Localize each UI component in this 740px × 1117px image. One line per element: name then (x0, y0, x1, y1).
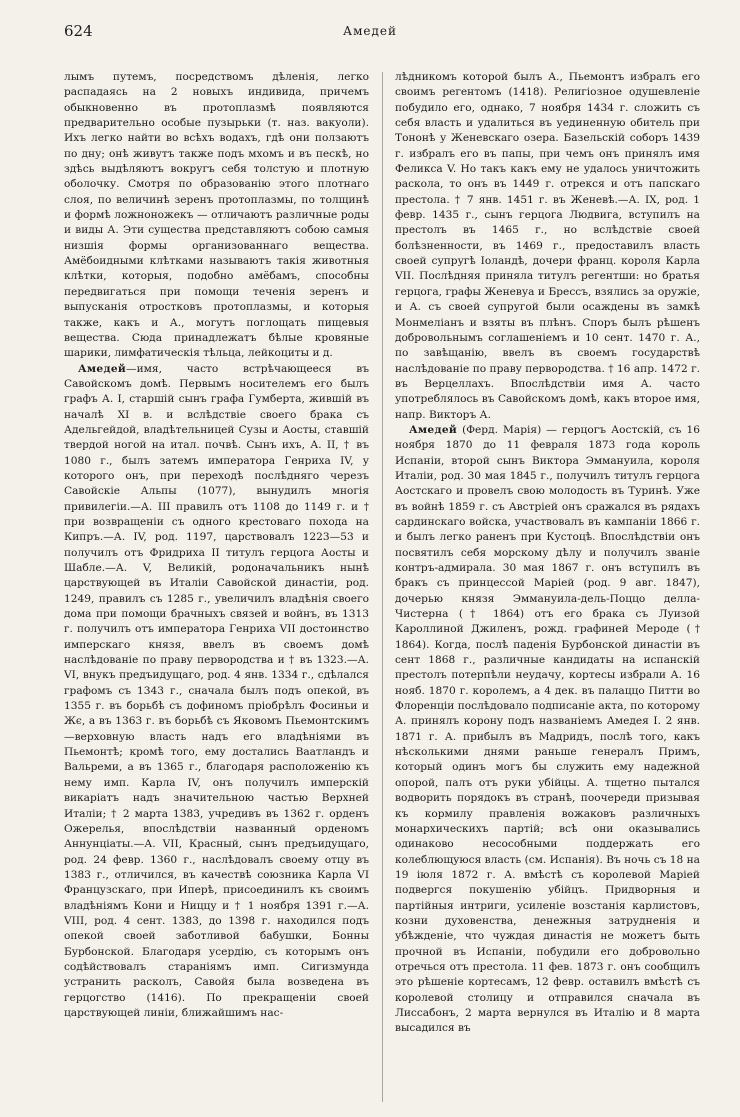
entry-text: —имя, часто встрѣчающееся въ Савойскомъ домѣ. Первымъ носителемъ его былъ графъ А. I, старшій сынъ графа Гумберта, жившій въ началѣ XI в. и вслѣдствіе своего брака съ Адельгейдой, владѣтельницей Сузы и Аосты, ставшій твердой ногой на итал. почвѣ. Сынъ ихъ, А. II, † въ 1080 г., былъ затемъ императора Генриха IV, у которого онъ, при переходѣ послѣдняго черезъ Савойскіе Альпы (1077), вынудилъ многія привилегіи.—А. III правилъ отъ 1108 до 1149 г. и † при возвращеніи съ одного крестоваго похода на Кипръ.—А. IV, род. 1197, царствовалъ 1223—53 и получилъ отъ Фридриха II титулъ герцога Аосты и Шабле.—А. V, Великій, родоначальникъ нынѣ царствующей въ Италіи Савойской династіи, род. 1249, правилъ съ 1285 г., увеличилъ владѣнія своего дома при помощи брачныхъ связей и войнъ, въ 1313 г. получилъ отъ императора Генриха VII достоинство имперскаго князя, ввелъ въ своемъ домѣ наслѣдованіе по праву первородства и † въ 1323.—А. VI, внукъ предъидущаго, род. 4 янв. 1334 г., сдѣлался графомъ съ 1343 г., сначала былъ подъ опекой, въ 1355 г. въ борьбѣ съ дофиномъ пріобрѣлъ Фосиньи и Жє, а въ 1363 г. въ борьбѣ съ Яковомъ Пьемонтскимъ—верховную власть надъ его владѣніями въ Пьемонтѣ; кромѣ того, ему достались Ваатландъ и Вальреми, а въ 1365 г., благодаря расположенію къ нему имп. Карла IV, онъ получилъ имперскій викаріатъ надъ значительною частью Верхней Италіи; † 2 марта 1383, учредивъ въ 1362 г. орденъ Ожерелья, впослѣдствіи названный орденомъ Аннунціаты.—А. VII, Красный, сынъ предъидущаго, род. 24 февр. 1360 г., наслѣдовалъ своему отцу въ 1383 г., отличился, въ качествѣ союзника Карла VI Французскаго, при Иперѣ, присоединилъ къ своимъ владѣніямъ Кони и Ниццу и † 1 ноября 1391 г.—А. VIII, род. 4 сент. 1383, до 1398 г. находился подъ опекой своей заботливой бабушки, Бонны Бурбонской. Благодаря усердію, съ которымъ онъ содѣйствовалъ стараніямъ имп. Сигизмунда устранить расколъ, Савойя была возведена въ герцогство (1416). По прекращеніи своей царствующей линіи, ближайшимъ нас- (64, 362, 369, 1019)
entry-text: (Ферд. Марія) — герцогъ Аостскій, съ 16 ноября 1870 до 11 февраля 1873 года король Испаніи, второй сынъ Виктора Эммануила, короля Италіи, род. 30 мая 1845 г., получилъ титулъ герцога Аостскаго и провелъ свою молодость въ Туринѣ. Уже въ войнѣ 1859 г. съ Австріей онъ сражался въ рядахъ сардинскаго войска, участвовалъ въ кампаніи 1866 г. и былъ легко раненъ при Кустоцѣ. Впослѣдствіи онъ посвятилъ себя морскому дѣлу и получилъ званіе контръ-адмирала. 30 мая 1867 г. онъ вступилъ въ бракъ съ принцессой Маріей (род. 9 авг. 1847), дочерью князя Эммануила-дель-Поццо делла-Чистерна († 1864) отъ его брака съ Луизой Кароллиной Джиленъ, рожд. графиней Мероде († 1864). Когда, послѣ паденія Бурбонской династіи въ сент 1868 г., различные кандидаты на испанскій престолъ потерпѣли неудачу, кортесы избрали А. 16 нояб. 1870 г. королемъ, а 4 дек. въ палаццо Питти во Флоренціи послѣдовало подписаніе акта, по которому А. принялъ корону подъ названіемъ Амедея I. 2 янв. 1871 г. А. прибылъ въ Мадридъ, послѣ того, какъ нѣсколькими днями раньше генералъ Примъ, который одинъ могъ бы служить ему надежной опорой, палъ отъ руки убійцы. А. тщетно пытался водворить порядокъ въ странѣ, поочереди призывая къ кормилу правленія вожаковъ различныхъ монархическихъ партій; всѣ они оказывались одинаково несособными поддержать его колеблющуюся власть (см. Испанія). Въ ночь съ 18 на 19 іюля 1872 г. А. вмѣстѣ съ королевой Маріей подвергся покушенію убійцъ. Придворныя и партійныя интриги, усиленіе возстанія карлистовъ, козни духовенства, денежныя затрудненія и убѣжденіе, что чуждая династія не можетъ быть прочной въ Испаніи, побудили его добровольно отречься отъ престола. 11 фев. 1873 г. онъ сообщилъ это рѣшеніе кортесамъ, 12 февр. оставилъ вмѣстѣ съ королевой столицу и отправился сначала въ Лиссабонъ, 2 марта вернулся въ Италію и 8 марта высадился въ (395, 423, 700, 1035)
text-columns (64, 70, 700, 1104)
page-number: 624 (64, 22, 93, 40)
column-divider (382, 72, 383, 1102)
entry-amedei-king (395, 423, 700, 1037)
paragraph-amedei-continued: лѣдникомъ которой былъ А., Пьемонтъ избралъ его своимъ регентомъ (1418). Религіозное одушевленіе побудило его, однако, 7 ноября 1434 г. сложить съ себя власть и удалиться въ уединенную обитель при Тононѣ у Женевскаго озера. Базельскій соборъ 1439 г. избралъ его въ папы, при чемъ онъ принялъ имя Феликса V. Но такъ какъ ему не удалось уничтожить раскола, то онъ въ 1449 г. отрекся и отъ папскаго престола. † 7 янв. 1451 г. въ Женевѣ.—А. IX, род. 1 февр. 1435 г., сынъ герцога Людвига, вступилъ на престолъ въ 1465 г., но вслѣдствіе своей болѣзненности, въ 1469 г., предоставилъ власть своей супругѣ Іоландѣ, дочери франц. короля Карла VII. Послѣдняя приняла титулъ регентши: но братья герцога, графы Женевуа и Брессъ, взялись за оружіе, и А. съ своей супругой были осаждены въ замкѣ Монмеліанъ и взяты въ плѣнъ. Споръ былъ рѣшенъ добровольнымъ соглашеніемъ и 10 сент. 1470 г. А., по завѣщанію, ввелъ въ своемъ государствѣ наслѣдованіе по праву первородства. † 16 апр. 1472 г. въ Верцеллахъ. Впослѣдствіи имя А. часто употреблялось въ Савойскомъ домѣ, какъ второе имя, напр. Викторъ А. (395, 71, 700, 421)
paragraph-amoeba-continued: лымъ путемъ, посредствомъ дѣленія, легко распадаясь на 2 новыхъ индивида, причемъ обыкновенно въ протоплазмѣ появляются предварительно особые пузырьки (т. наз. вакуоли). Ихъ легко найти во всѣхъ водахъ, гдѣ они ползаютъ по дну; онѣ живутъ также подъ мхомъ и въ пескѣ, но здѣсь выдѣляютъ вокругъ себя толстую и плотную оболочку. Смотря по образованію этого плотнаго слоя, по величинѣ зеренъ протоплазмы, по толщинѣ и формѣ ложноножекъ — отличаютъ различные роды и виды А. Эти существа представляютъ собою самыя низшія формы организованнаго вещества. Амёбоидными клѣтками называютъ такія животныя клѣтки, которыя, подобно амёбамъ, способны передвигаться при помощи теченія зеренъ и выпусканія отростковъ протоплазмы, и которыя также, какъ и А., могутъ поглощать пищевыя вещества. Сюда принадлежатъ бѣлые кровяные шарики, лимфатическія тѣльца, лейкоциты и д. (64, 71, 369, 360)
entry-amedei-house (64, 362, 369, 1022)
headword: Амедей (409, 423, 458, 436)
headword: Амедей (78, 362, 127, 375)
right-column (395, 70, 700, 1104)
left-column (64, 70, 369, 1104)
running-head: Амедей (342, 24, 397, 38)
page-header (64, 14, 676, 48)
